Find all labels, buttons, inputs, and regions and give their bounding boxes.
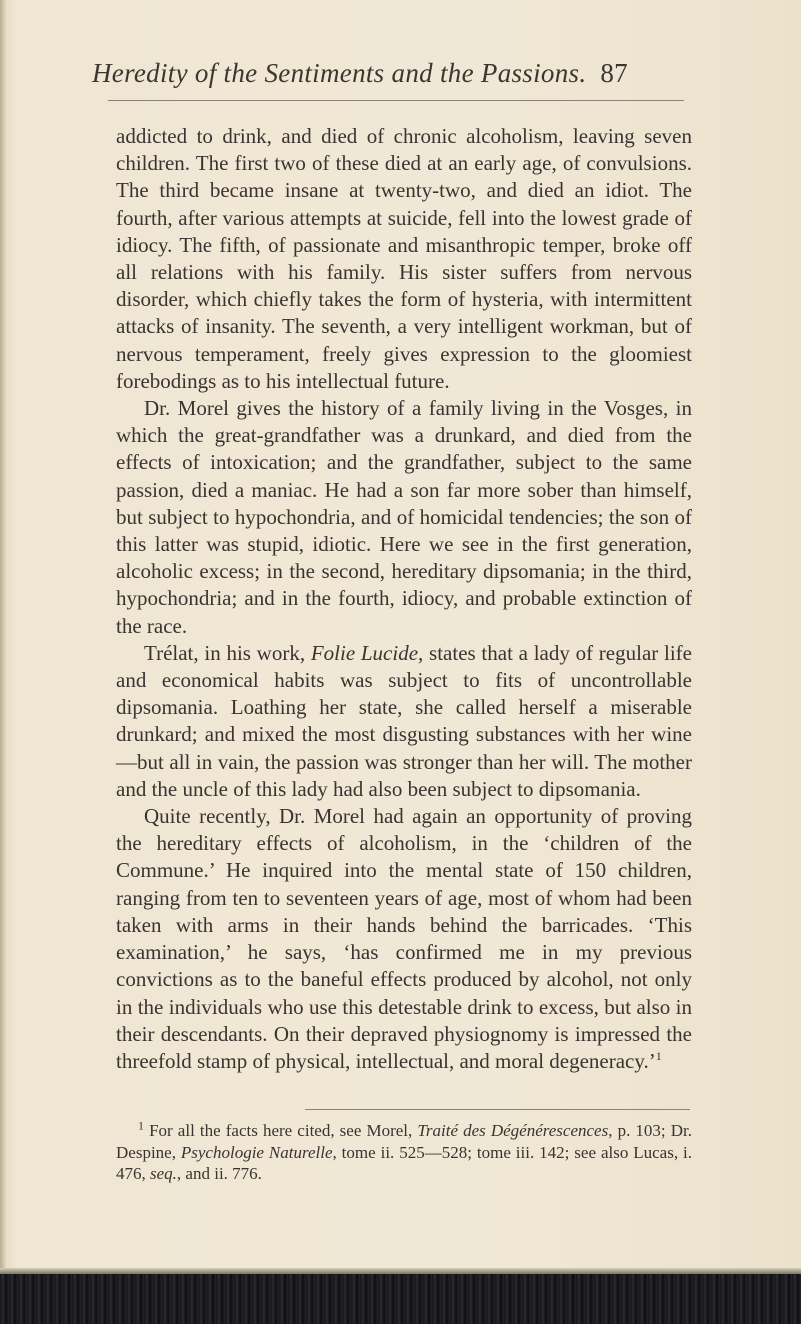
footnote-seq: seq. — [150, 1164, 177, 1183]
paragraph-2: Dr. Morel gives the history of a family living in the Vosges, in which the great-grandfather was a drunkard, and died from the effects of intoxication; and the grandfather, subject to the same passion, died a maniac. He had a son far more sober than himself, but subject to hypochondria, and of homicidal tendencies; the son of this latter was stupid, idiotic. Here we see in the first generation, alcoholic excess; in the second, hereditary dipsomania; in the third, hypochondria; and in the fourth, idiocy, and probable extinction of the race. — [116, 396, 692, 638]
footnote-text — [116, 1120, 692, 1185]
header-rule — [108, 100, 684, 101]
book-title-folie-lucide: Folie Lucide — [310, 640, 419, 665]
header-title: Heredity of the Sentiments and the Passions. — [92, 58, 587, 88]
footnote-rule — [305, 1109, 690, 1110]
footnote-part-4: , and ii. 776. — [176, 1164, 262, 1183]
page-spine-shadow — [0, 0, 6, 1324]
body-text — [116, 123, 692, 1075]
paragraph-4-text: Quite recently, Dr. Morel had again an opportunity of proving the hereditary effects of alcoholism, in the ‘children of the Commune.’ He inquired into the mental state of 150 children, ranging from ten to seventeen years of age, most of whom had been taken with arms in their hands behind the barricades. ‘This examination,’ he says, ‘has confirmed me in my previous convictions as to the baneful effects produced by alcohol, not only in the individuals who use this detestable drink to excess, but also in their descendants. On their depraved physiognomy is impressed the threefold stamp of physical, intellectual, and moral degeneracy.’ — [116, 804, 692, 1073]
footnote-title-2: Psychologie Naturelle — [180, 1142, 333, 1162]
footnote-title-1: Traité des Dégénérescences — [417, 1121, 609, 1140]
footnote — [116, 1120, 692, 1185]
footnote-reference: 1 — [655, 1048, 662, 1063]
paragraph-3-start: Trélat, in his work, — [144, 640, 311, 665]
footnote-part-1: For all the facts here cited, see Morel, — [144, 1121, 418, 1140]
footnote-part-3: , tome ii. 525—528; tome iii. 142; see also Lucas, i. 476, — [116, 1142, 692, 1183]
paragraph-4 — [116, 803, 692, 1075]
paragraph-1: addicted to drink, and died of chronic alcoholism, leaving seven children. The first two of these died at an early age, of convulsions. The third became insane at twenty-two, and died an idiot. The fourth, after various attempts at suicide, fell into the lowest grade of idiocy. The fifth, of passionate and misanthropic temper, broke off all relations with his family. His sister suffers from nervous disorder, which chiefly takes the form of hysteria, with intermittent attacks of insanity. The seventh, a very intelligent workman, but of nervous temperament, freely gives expression to the gloomiest forebodings as to his intellectual future. — [116, 124, 692, 393]
paragraph-3-rest: , states that a lady of regular life and economical habits was subject to fits of uncontrollable dipsomania. Loathing her state, she called herself a miserable drunkard; and mixed the most disgusting substances with her wine—but all in vain, the passion was stronger than her will. The mother and the uncle of this lady had also been subject to dipsomania. — [116, 640, 692, 801]
paragraph-3 — [116, 640, 692, 803]
footnote-mark: 1 — [138, 1118, 144, 1133]
scan-background-band — [0, 1274, 801, 1324]
footnote-part-2: , p. 103; Dr. Despine, — [116, 1121, 692, 1162]
page-number: 87 — [600, 58, 628, 88]
running-header — [92, 58, 732, 89]
